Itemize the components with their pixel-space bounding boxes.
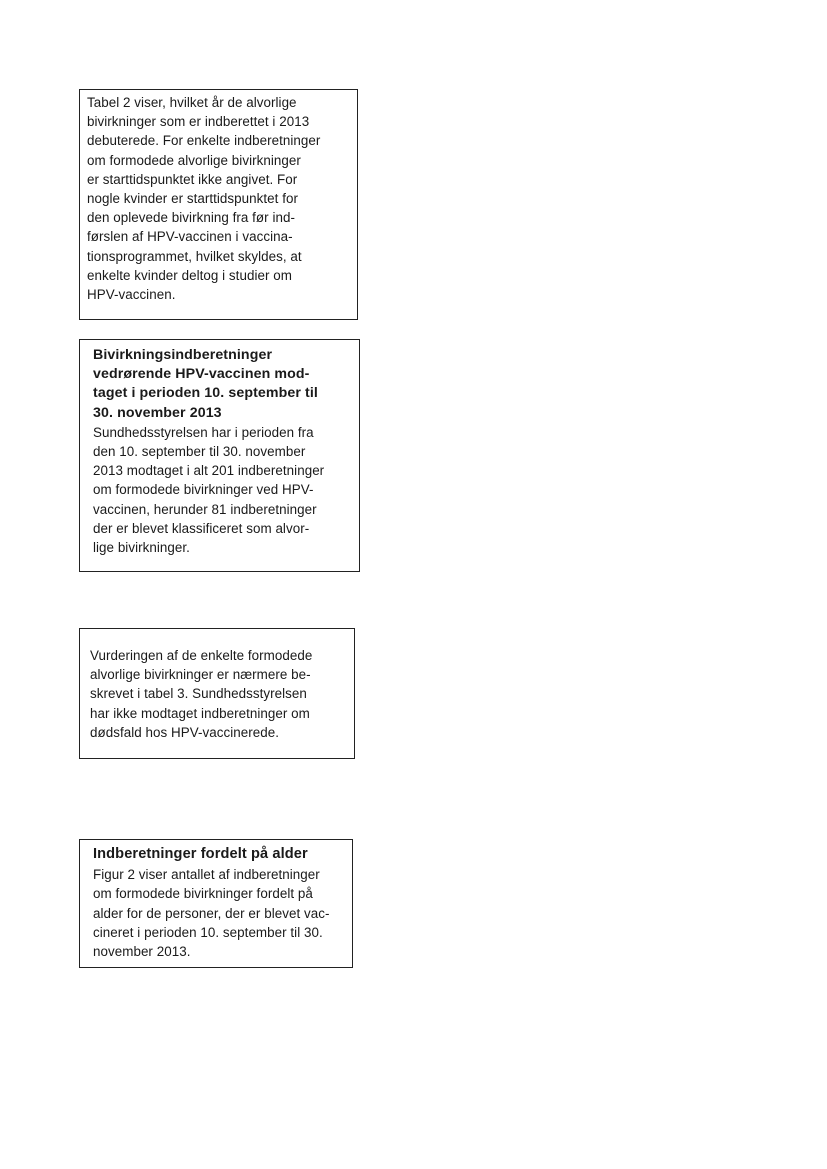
text-box-table-2-intro [79,89,358,320]
box-paragraph: Sundhedsstyrelsen har i perioden fra den 10. september til 30. november 2013 modtaget i alt 201 indberetninger om formodede bivirkninger ved HPV- vaccinen, herunder 81 indberetninger der er blevet klassificeret som alvor- lige bivirkninger. [93,424,325,556]
text-box-assessment [79,628,355,759]
text-box-reports-received [79,339,360,572]
box-heading: Bivirkningsindberetninger vedrørende HPV-vaccinen mod- taget i perioden 10. september til 30. november 2013 [93,347,318,421]
box-paragraph: Tabel 2 viser, hvilket år de alvorlige bivirkninger som er indberettet i 2013 debuterede. For enkelte indberetninger om formodede alvorlige bivirkninger er starttidspunktet ikke angivet. For nogle kvinder er starttidspunktet for den oplevede bivirkning fra før ind- førslen af HPV-vaccinen i vaccina- tionsprogrammet, hvilket skyldes, at enkelte kvinder deltog i studier om HPV-vaccinen. [87,95,321,303]
text-box-reports-by-age [79,839,353,968]
box-heading: Indberetninger fordelt på alder [93,846,308,862]
box-paragraph: Figur 2 viser antallet af indberetninger om formodede bivirkninger fordelt på alder for de personer, der er blevet vac- cineret i perioden 10. september til 30. november 2013. [93,867,330,960]
box-paragraph: Vurderingen af de enkelte formodede alvorlige bivirkninger er nærmere be- skrevet i tabel 3. Sundhedsstyrelsen har ikke modtaget indberetninger om dødsfald hos HPV-vaccinerede. [90,648,313,740]
